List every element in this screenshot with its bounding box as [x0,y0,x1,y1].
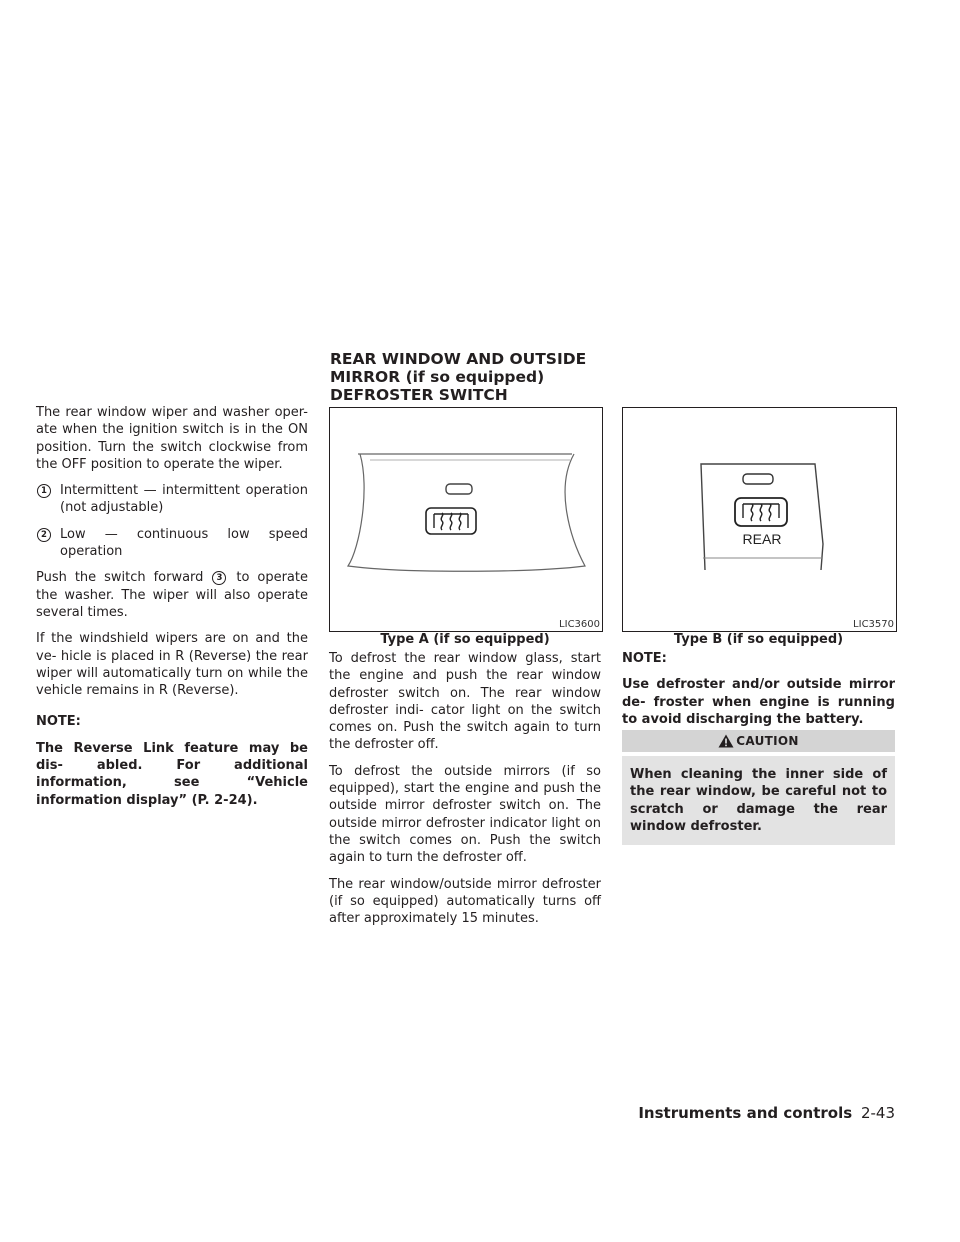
note-text: Use defroster and/or outside mirror de- froster when engine is running to avoid discharging the battery. [622,677,895,727]
paragraph: To defrost the rear window glass, start the engine and push the rear window defroster switch on. The rear window defroster indi- cator light on the switch comes on. Push the switch again to turn the defroster off. [329,651,601,753]
right-column [622,650,895,737]
figure-code: LIC3600 [559,619,600,630]
figure-code: LIC3570 [853,619,894,630]
switch-label: REAR [742,531,782,547]
paragraph: The rear window/outside mirror defroster (if so equipped) automatically turns off after approximately 15 minutes. [329,876,601,927]
figure-caption: Type A (if so equipped) [380,632,550,647]
note-label: NOTE: [622,651,667,666]
callout-number: 3 [212,571,226,585]
figure-caption: Type B (if so equipped) [673,632,844,647]
section-title: REAR WINDOW AND OUTSIDE MIRROR (if so equipped) DEFROSTER SWITCH [330,350,587,404]
page-number: 2-43 [860,1104,895,1122]
figure-type-a [329,407,603,632]
footer-section-title: Instruments and controls [638,1104,853,1122]
list-item-text: Low — continuous low speed operation [60,526,308,560]
caution-box [622,730,895,845]
intro-paragraph: The rear window wiper and washer oper- ate when the ignition switch is in the ON position. Turn the switch clockwise from the OFF position to operate the wiper. [36,405,308,472]
warning-icon [718,734,734,748]
list-item-text: Intermittent — intermittent operation (not adjustable) [60,483,308,516]
note-text: The Reverse Link feature may be dis- abled. For additional information, see “Vehicle information display” (P. 2-24). [36,740,308,808]
list-item [36,526,308,561]
defroster-switch-type-b-illustration [623,408,896,631]
page-footer [638,1104,895,1122]
defroster-switch-type-a-illustration [330,408,602,631]
reverse-paragraph: If the windshield wipers are on and the ve- hicle is placed in R (Reverse) the rear wiper will automatically turn on while the vehicle remains in R (Reverse). [36,631,308,699]
callout-number: 1 [37,484,51,498]
callout-number: 2 [37,528,51,542]
left-column [36,404,308,818]
caution-text: When cleaning the inner side of the rear window, be careful not to scratch or damage the rear window defroster. [622,756,895,845]
paragraph: To defrost the outside mirrors (if so equipped), start the engine and push the outside mirror defroster switch on. The outside mirror defroster indicator light on the switch comes on. Push the switch again to turn the defroster off. [329,763,601,866]
note-label: NOTE: [36,714,81,730]
push-paragraph: Push the switch forward 3 to operate the washer. The wiper will also operate several times. [36,570,308,620]
caution-label: CAUTION [736,734,799,748]
middle-column [329,650,601,936]
caution-header [622,730,895,752]
list-item [36,482,308,517]
figure-type-b [622,407,897,632]
